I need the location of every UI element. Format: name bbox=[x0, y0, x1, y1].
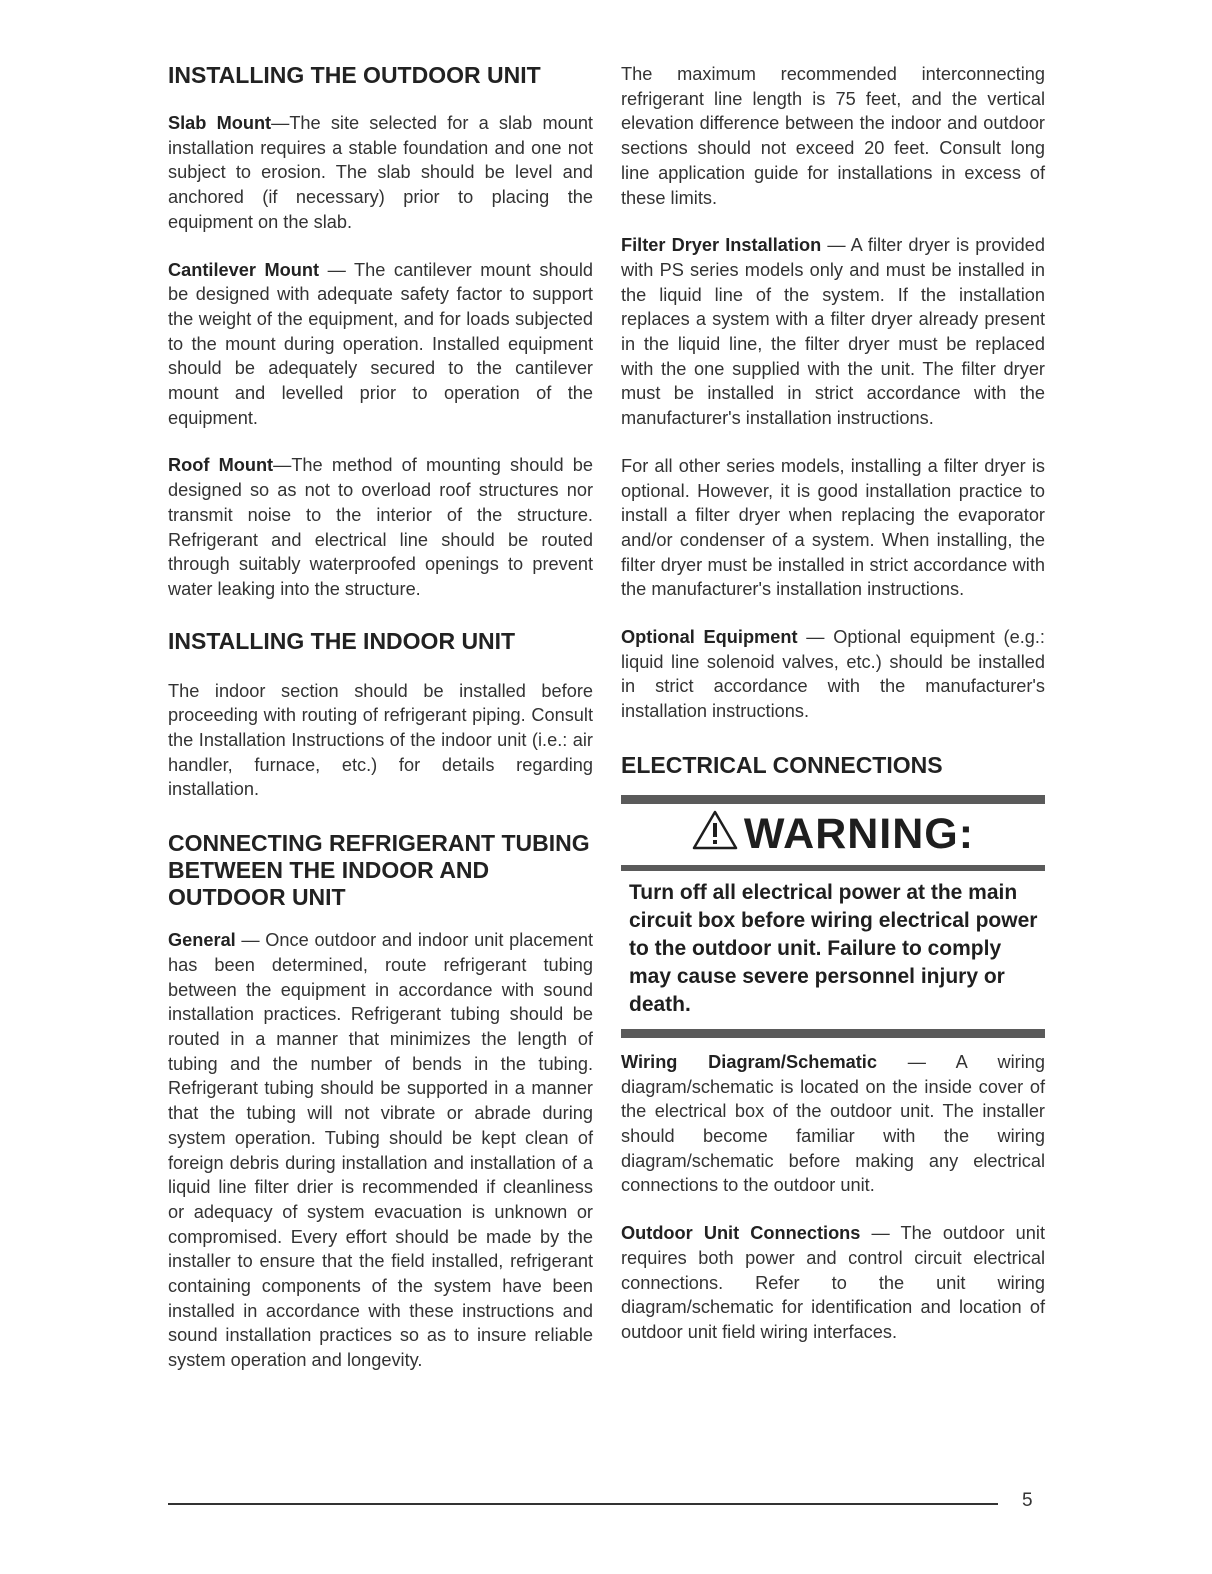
paragraph-cantilever-mount: Cantilever Mount — The cantilever mount should be designed with adequate safety factor to support the weight of the equipment, and for loads subjected to the mount during operation. Installed equipment should be adequately secured to the cantilever mount and levelled prior to operation of the equipment. bbox=[168, 259, 593, 428]
paragraph-other-series: For all other series models, installing a filter dryer is optional. However, it is good installation practice to install a filter dryer when replacing the evaporator and/or condenser of a system. When installing, the filter dryer must be installed in strict accordance with the manufacturer's installation instructions. bbox=[621, 455, 1045, 600]
warning-top-bar bbox=[621, 795, 1045, 804]
paragraph-indoor-unit: The indoor section should be installed before proceeding with routing of refrigerant piping. Consult the Installation Instructions of the indoor unit (i.e.: air handler, furnace, etc.) for details regarding installation. bbox=[168, 680, 593, 800]
warning-title: WARNING: bbox=[621, 804, 1045, 865]
paragraph-outdoor-unit-connections: Outdoor Unit Connections — The outdoor unit requires both power and control circuit electrical connections. Refer to the unit wiring diagram/schematic for identification and location of outdoor unit field wiring interfaces. bbox=[621, 1223, 1045, 1342]
lead-general: General bbox=[168, 930, 236, 951]
lead-filter-dryer: Filter Dryer Installation bbox=[621, 235, 822, 256]
warning-middle-bar bbox=[621, 865, 1045, 871]
paragraph-wiring-diagram: Wiring Diagram/Schematic — A wiring diagram/schematic is located on the inside cover of the electrical box of the outdoor unit. The installer should become familiar with the wiring diagram/schematic before making any electrical connections to the outdoor unit. bbox=[621, 1051, 1045, 1196]
paragraph-line-length: The maximum recommended interconnecting refrigerant line length is 75 feet, and the vertical elevation difference between the indoor and outdoor sections should not exceed 20 feet. Consult long line application guide for installations in excess of these limits. bbox=[621, 64, 1045, 208]
warning-bottom-bar bbox=[621, 1029, 1045, 1038]
paragraph-slab-mount: Slab Mount—The site selected for a slab mount installation requires a stable foundation and one not subject to erosion. The slab should be level and anchored (if necessary) prior to placing the equipment on the slab. bbox=[168, 113, 593, 232]
lead-slab-mount: Slab Mount bbox=[168, 113, 272, 133]
lead-roof-mount: Roof Mount bbox=[168, 455, 274, 476]
lead-optional-equipment: Optional Equipment bbox=[621, 627, 798, 648]
footer-rule bbox=[168, 1503, 998, 1505]
lead-wiring-diagram: Wiring Diagram/Schematic bbox=[621, 1051, 877, 1072]
warning-triangle-icon bbox=[692, 809, 738, 863]
heading-electrical-connections: ELECTRICAL CONNECTIONS bbox=[621, 751, 943, 778]
paragraph-general: General — Once outdoor and indoor unit placement has been determined, route refrigerant tubing between the equipment in accordance with sound installation practices. Refrigerant tubing should be routed in a manner that minimizes the length of tubing and the number of bends in the tubing. Refrigerant tubing should be supported in a manner that the tubing will not vibrate or abrade during system operation. Tubing should be kept clean of foreign debris during installation and installation of a liquid line filter drier is recommended if cleanliness or adequacy of system evacuation is unknown or compromised. Every effort should be made by the installer to ensure that the field installed, refrigerant containing components of the system have been installed in accordance with these instructions and sound installation practices so as to insure reliable system operation and longevity. bbox=[168, 930, 593, 1371]
left-column bbox=[168, 62, 593, 1373]
paragraph-roof-mount: Roof Mount—The method of mounting should be designed so as not to overload roof structures nor transmit noise to the interior of the structure. Refrigerant and electrical line should be routed through suitably waterproofed openings to prevent water leaking into the structure. bbox=[168, 455, 593, 599]
lead-cantilever-mount: Cantilever Mount bbox=[168, 259, 320, 280]
warning-box bbox=[621, 795, 1045, 1038]
paragraph-filter-dryer: Filter Dryer Installation — A filter dryer is provided with PS series models only and must be installed in the liquid line of the system. If the installation replaces a system with a filter dryer already present in the liquid line, the filter dryer must be replaced with the one supplied with the unit. The filter dryer must be installed in strict accordance with the manufacturer's installation instructions. bbox=[621, 235, 1046, 429]
heading-connecting-refrigerant-tubing: CONNECTING REFRIGERANT TUBING BETWEEN THE INDOOR AND OUTDOOR UNIT bbox=[168, 830, 590, 911]
paragraph-optional-equipment: Optional Equipment — Optional equipment (e.g.: liquid line solenoid valves, etc.) should be installed in strict accordance with the manufacturer's installation instructions. bbox=[621, 627, 1045, 722]
heading-installing-indoor-unit: INSTALLING THE INDOOR UNIT bbox=[168, 627, 516, 654]
right-column bbox=[621, 62, 1045, 1345]
warning-text: Turn off all electrical power at the main circuit box before wiring electrical power to the outdoor unit. Failure to comply may cause severe personnel injury or death. bbox=[629, 880, 1038, 1016]
page-number: 5 bbox=[1022, 1490, 1033, 1511]
heading-installing-outdoor-unit: INSTALLING THE OUTDOOR UNIT bbox=[168, 62, 541, 88]
lead-outdoor-unit-connections: Outdoor Unit Connections bbox=[621, 1223, 861, 1244]
